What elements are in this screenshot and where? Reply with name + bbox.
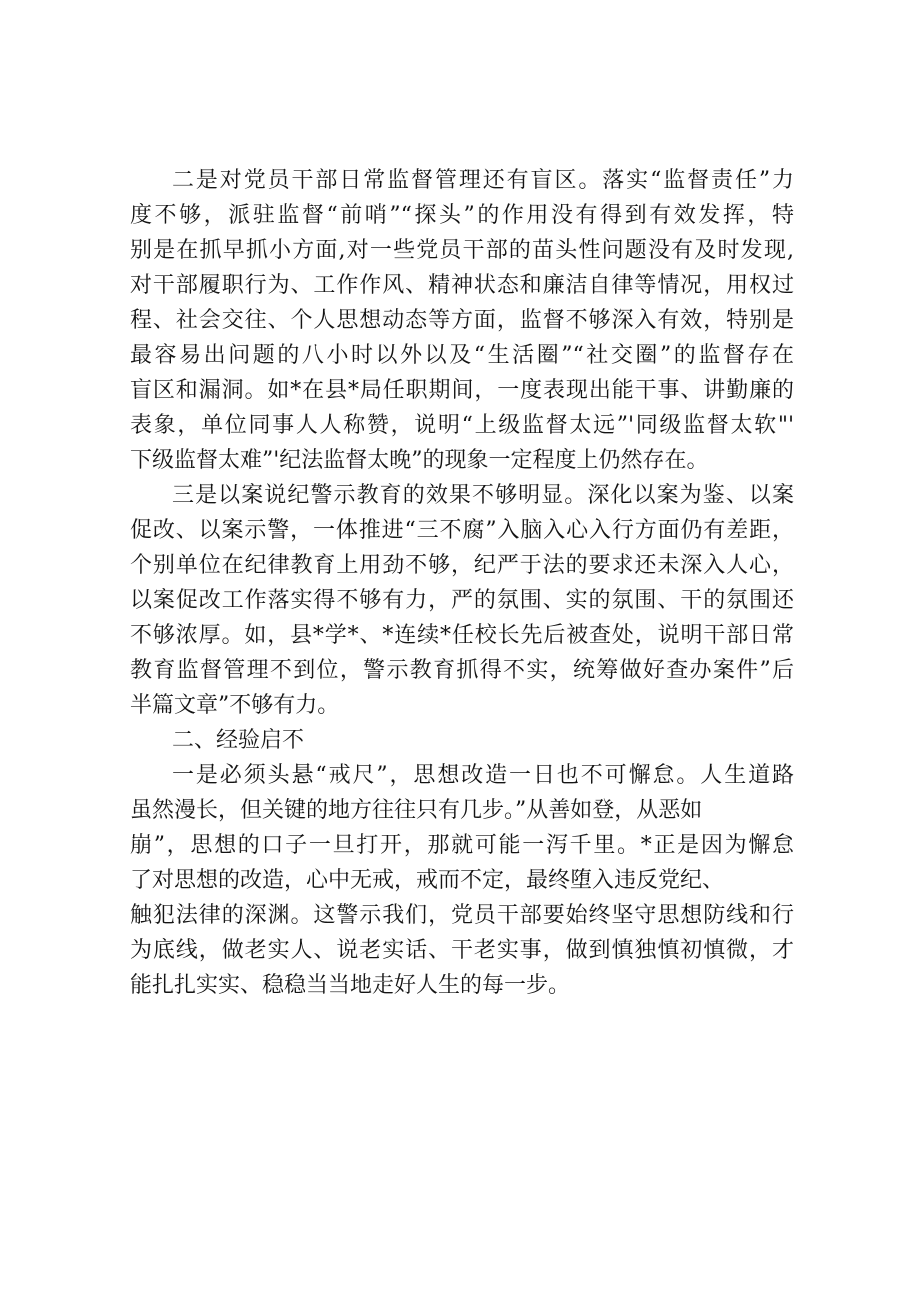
section-heading: 二、经验启不	[172, 728, 305, 753]
text-line: 别是在抓早抓小方面,对一些党员干部的苗头性问题没有及时发现,	[130, 238, 794, 263]
text-line: 教育监督管理不到位，警示教育抓得不实，统筹做好查办案件”后	[130, 658, 794, 683]
text-line: 二是对党员干部日常监督管理还有盲区。落实“监督责任”力	[172, 168, 794, 193]
paragraph-warning-education	[130, 478, 794, 723]
text-line: 对干部履职行为、工作作风、精神状态和廉洁自律等情况，用权过	[130, 273, 794, 298]
text-line: 为底线，做老实人、说老实话、干老实事，做到慎独慎初慎微，才	[130, 938, 794, 963]
text-line: 不够浓厚。如，县*学*、*连续*任校长先后被查处，说明干部日常	[130, 623, 794, 648]
text-line: 下级监督太难”'纪法监督太晚”的现象一定程度上仍然存在。	[130, 448, 709, 473]
text-line: 三是以案说纪警示教育的效果不够明显。深化以案为鉴、以案	[172, 483, 794, 508]
text-line: 以案促改工作落实得不够有力，严的氛围、实的氛围、干的氛围还	[130, 588, 794, 613]
paragraph-self-discipline	[130, 758, 794, 1003]
text-line: 盲区和漏洞。如*在县*局任职期间，一度表现出能干事、讲勤廉的	[130, 378, 794, 403]
text-line: 表象，单位同事人人称赞，说明“上级监督太远”'同级监督太软"'	[130, 413, 794, 438]
text-line: 半篇文章”不够有力。	[130, 693, 340, 718]
text-line: 一是必须头悬“戒尺”，思想改造一日也不可懈怠。人生道路	[172, 763, 794, 788]
text-line: 触犯法律的深渊。这警示我们，党员干部要始终坚守思想防线和行	[130, 903, 794, 928]
text-line: 能扎扎实实、稳稳当当地走好人生的每一步。	[130, 973, 571, 998]
text-line: 最容易出问题的八小时以外以及“生活圈”“社交圈”的监督存在	[130, 343, 794, 368]
text-line: 虽然漫长，但关键的地方往往只有几步。”从善如登，从恶如	[130, 798, 703, 823]
text-line: 个别单位在纪律教育上用劲不够，纪严于法的要求还未深入人心，	[130, 553, 794, 578]
text-line: 度不够，派驻监督“前哨”“探头”的作用没有得到有效发挥，特	[130, 203, 794, 228]
text-line: 崩”，思想的口子一旦打开，那就可能一泻千里。*正是因为懈怠	[130, 833, 794, 858]
text-line: 了对思想的改造，心中无戒，戒而不定，最终堕入违反党纪、	[130, 868, 725, 893]
text-line: 促改、以案示警，一体推进“三不腐”入脑入心入行方面仍有差距，	[130, 518, 794, 543]
document-body	[130, 163, 794, 1003]
paragraph-supervision-blind-spots	[130, 163, 794, 478]
text-line: 程、社会交往、个人思想动态等方面，监督不够深入有效，特别是	[130, 308, 794, 333]
